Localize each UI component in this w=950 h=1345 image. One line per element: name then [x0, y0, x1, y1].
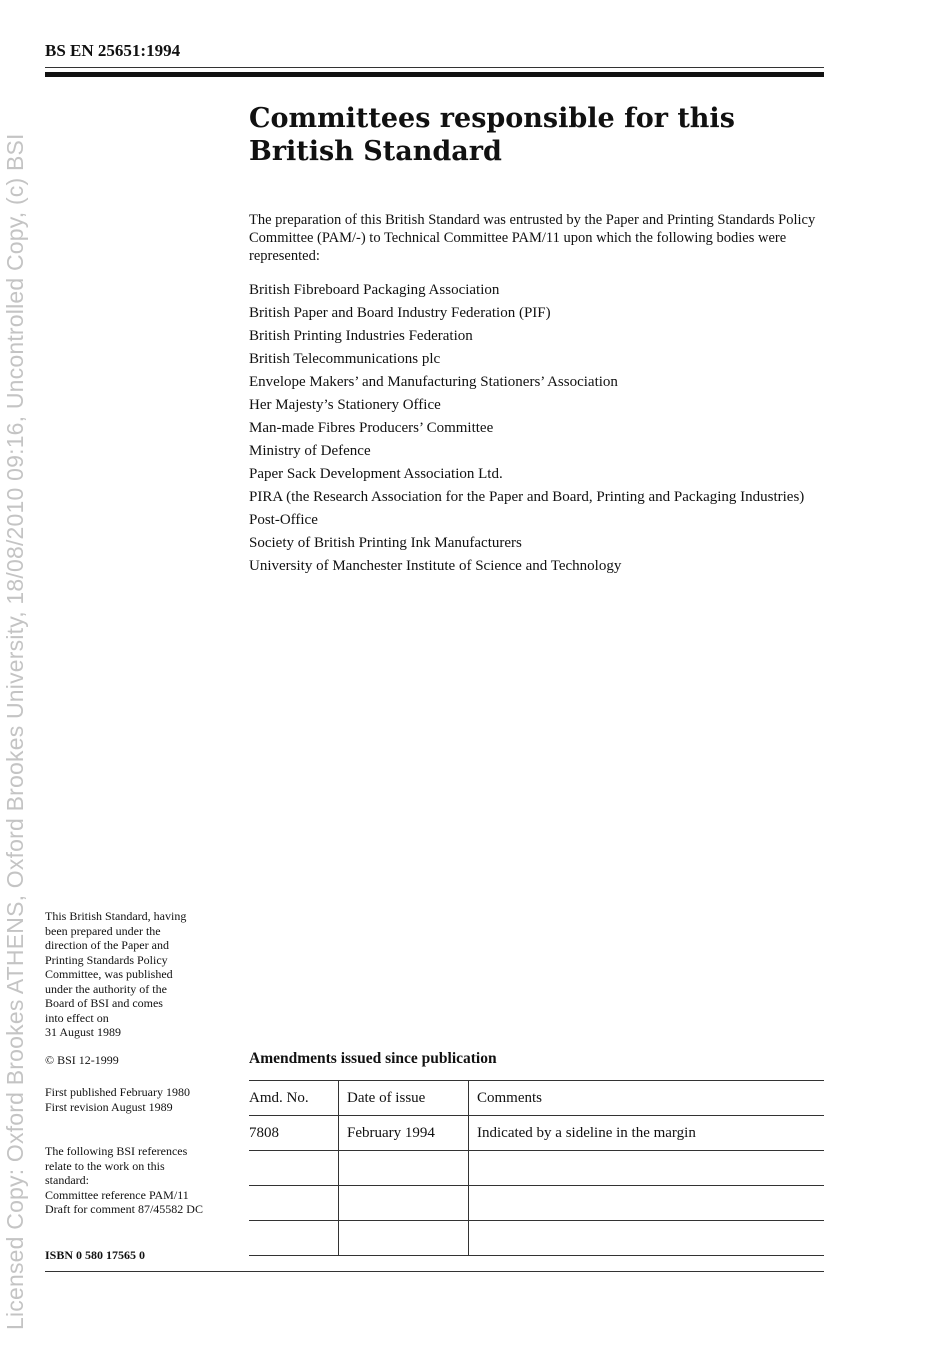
table-row: [249, 1186, 824, 1221]
publication-history: [45, 1085, 235, 1114]
bsi-references: [45, 1144, 235, 1217]
table-cell: February 1994: [339, 1116, 469, 1151]
amendments-title: Amendments issued since publication: [249, 1050, 497, 1067]
amendments-table: [249, 1080, 824, 1256]
list-item: British Printing Industries Federation: [249, 328, 473, 344]
table-cell: [469, 1186, 825, 1221]
note-line: direction of the Paper and: [45, 938, 169, 952]
history-line: First revision August 1989: [45, 1099, 173, 1114]
table-cell: [339, 1221, 469, 1256]
column-header: Amd. No.: [249, 1081, 339, 1116]
history-line: First published February 1980: [45, 1085, 190, 1099]
table-row: [249, 1151, 824, 1186]
publication-note: [45, 909, 235, 1040]
note-line: 31 August 1989: [45, 1025, 122, 1039]
list-item: Her Majesty’s Stationery Office: [249, 397, 441, 413]
list-item: Envelope Makers’ and Manufacturing Stationers’ Association: [249, 374, 618, 390]
note-line: Committee, was published: [45, 967, 173, 981]
table-row: [249, 1221, 824, 1256]
table-cell: 7808: [249, 1116, 339, 1151]
intro-paragraph: The preparation of this British Standard was entrusted by the Paper and Printing Standards Policy Committee (PAM/-) to Technical Committee PAM/11 upon which the following bodies were represented:: [249, 212, 816, 264]
list-item: Post-Office: [249, 512, 318, 528]
title-line-1: Committees responsible for this: [249, 103, 735, 134]
reference-line: standard:: [45, 1173, 89, 1187]
table-cell: [339, 1186, 469, 1221]
list-item: Society of British Printing Ink Manufacturers: [249, 535, 522, 551]
footer-rule: [45, 1271, 824, 1272]
table-cell: [339, 1151, 469, 1186]
reference-line: Committee reference PAM/11: [45, 1187, 189, 1202]
reference-line: The following BSI references: [45, 1144, 188, 1158]
note-line: been prepared under the: [45, 923, 161, 938]
header-rule-thick: [45, 72, 824, 77]
column-header: Date of issue: [339, 1081, 469, 1116]
reference-line: relate to the work on this: [45, 1158, 165, 1173]
header-rule-thin: [45, 67, 824, 68]
table-cell: [469, 1151, 825, 1186]
list-item: Man-made Fibres Producers’ Committee: [249, 420, 494, 436]
document-id: BS EN 25651:1994: [45, 41, 181, 60]
table-cell: [249, 1151, 339, 1186]
note-line: Board of BSI and comes: [45, 996, 163, 1010]
table-cell: [469, 1221, 825, 1256]
note-line: This British Standard, having: [45, 909, 187, 923]
isbn: ISBN 0 580 17565 0: [45, 1248, 146, 1262]
list-item: Ministry of Defence: [249, 443, 371, 459]
list-item: Paper Sack Development Association Ltd.: [249, 466, 503, 482]
page-title: [249, 102, 809, 168]
note-line: Printing Standards Policy: [45, 952, 168, 967]
column-header: Comments: [469, 1081, 825, 1116]
table-cell: Indicated by a sideline in the margin: [469, 1116, 825, 1151]
table-row: [249, 1116, 824, 1151]
list-item: University of Manchester Institute of Science and Technology: [249, 558, 622, 574]
copyright-notice: © BSI 12-1999: [45, 1053, 119, 1067]
list-item: British Telecommunications plc: [249, 351, 441, 367]
list-item: British Paper and Board Industry Federation (PIF): [249, 305, 551, 321]
table-cell: [249, 1221, 339, 1256]
reference-line: Draft for comment 87/45582 DC: [45, 1202, 203, 1216]
table-header-row: [249, 1081, 824, 1116]
list-item: British Fibreboard Packaging Association: [249, 282, 500, 298]
title-line-2: British Standard: [249, 136, 502, 167]
table-cell: [249, 1186, 339, 1221]
copy-watermark: Licensed Copy: Oxford Brookes ATHENS, Oxford Brookes University, 18/08/2010 09:16, Uncontrolled Copy, (c) BSI: [2, 133, 28, 1330]
note-line: under the authority of the: [45, 981, 167, 996]
note-line: into effect on: [45, 1010, 109, 1025]
represented-bodies-list: [249, 281, 829, 580]
list-item: PIRA (the Research Association for the Paper and Board, Printing and Packaging Industries): [249, 489, 805, 505]
